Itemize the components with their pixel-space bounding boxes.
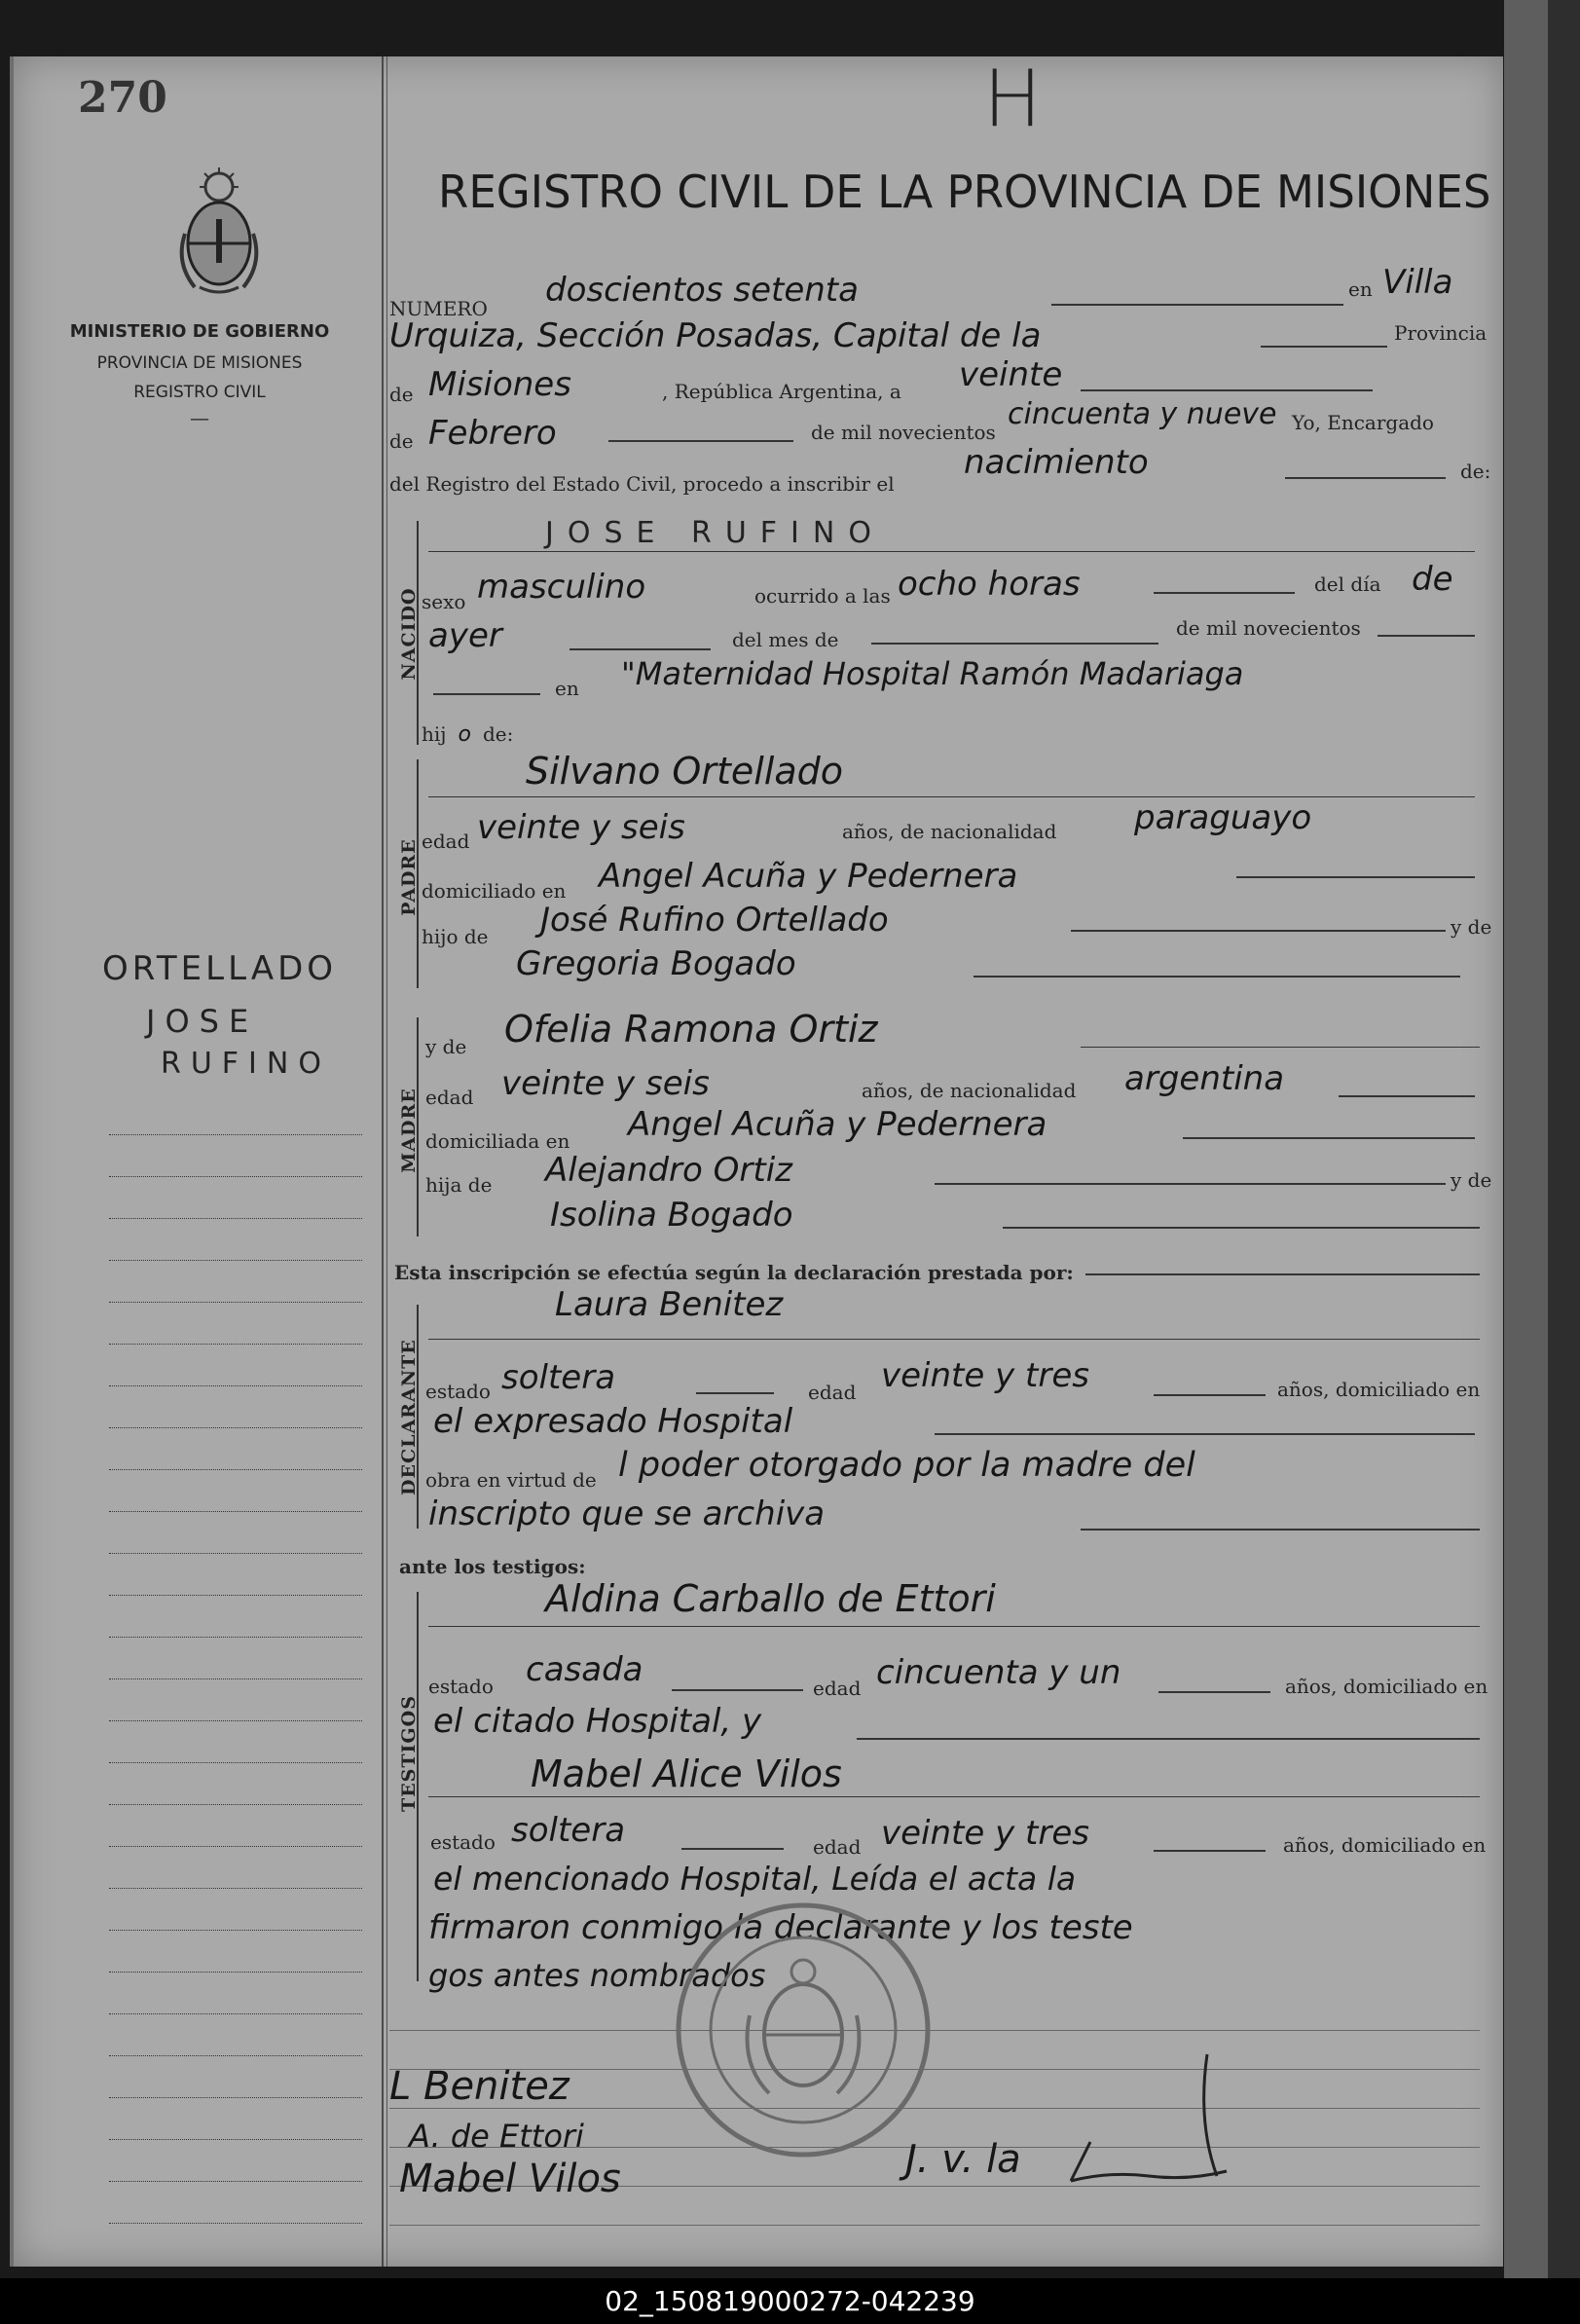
sexo-label: sexo: [422, 590, 466, 613]
coat-of-arms-icon: [175, 166, 263, 306]
fill-line: [1261, 346, 1387, 348]
year-label: de mil novecientos: [811, 421, 996, 444]
ocurrido-label: ocurrido a las: [754, 584, 891, 608]
testigo-1-name: Aldina Carballo de Ettori: [545, 1577, 996, 1620]
madre-edad-value: veinte y seis: [501, 1064, 710, 1103]
testigo-1-estado-value: casada: [526, 1650, 643, 1689]
del-dia-label: del día: [1314, 572, 1381, 596]
place-value-2: Urquiza, Sección Posadas, Capital de la: [389, 316, 1042, 355]
testigos-label: ante los testigos:: [399, 1555, 586, 1578]
fill-line: [428, 796, 1475, 797]
obra-value-1: l poder otorgado por la madre del: [618, 1446, 1195, 1485]
padre-edad-value: veinte y seis: [477, 808, 685, 847]
fill-line: [1183, 1137, 1475, 1139]
registro-label: del Registro del Estado Civil, procedo a inscribir el: [389, 472, 895, 496]
margin-rule-line: [109, 1762, 362, 1763]
declarante-section-label: DECLARANTE: [398, 1339, 420, 1495]
father-name: Silvano Ortellado: [526, 750, 844, 793]
signature-encargado: J. v. la: [905, 2137, 1021, 2182]
padre-section-label: PADRE: [398, 838, 420, 916]
fill-line: [696, 1392, 774, 1394]
document-id-footer: 02_150819000272-042239: [0, 2278, 1580, 2324]
fill-line: [672, 1689, 803, 1691]
fill-line: [608, 440, 793, 442]
madre-section-label: MADRE: [398, 1088, 420, 1173]
declaracion-label: Esta inscripción se efectúa según la declaración prestada por:: [394, 1261, 1074, 1284]
margin-rule-line: [109, 1385, 362, 1386]
page-title: REGISTRO CIVIL DE LA PROVINCIA DE MISIONES: [438, 166, 1491, 218]
fill-line: [1081, 1529, 1480, 1531]
fill-line: [570, 648, 711, 650]
fill-line: [1154, 592, 1295, 594]
margin-rule-line: [109, 1511, 362, 1512]
testigo-1-edad-value: cincuenta y un: [876, 1653, 1121, 1692]
declarante-domicilio-value: el expresado Hospital: [433, 1402, 793, 1441]
de-mil-label: de mil novecientos: [1176, 616, 1361, 640]
testigo-1-edad-label: edad: [813, 1677, 862, 1700]
fill-line: [1003, 1227, 1480, 1229]
office-dash: —: [190, 406, 209, 429]
testigo-1-anios-label: años, domiciliado en: [1285, 1675, 1488, 1698]
madre-father-value: Alejandro Ortiz: [545, 1151, 792, 1190]
signature-testigo-1: A. de Ettori: [409, 2118, 584, 2155]
fill-line: [1339, 1095, 1475, 1097]
fill-line: [935, 1183, 1446, 1185]
office-name: REGISTRO CIVIL: [133, 383, 266, 402]
fill-line: [428, 1626, 1480, 1627]
declarante-estado-label: estado: [425, 1380, 491, 1403]
padre-nacionalidad-value: paraguayo: [1134, 798, 1312, 837]
margin-rule-line: [109, 1260, 362, 1261]
madre-edad-label: edad: [425, 1086, 474, 1109]
margin-rule-line: [109, 1720, 362, 1721]
margin-rule-line: [109, 1972, 362, 1973]
madre-domicilio-label: domiciliada en: [425, 1129, 570, 1153]
margin-rule-line: [109, 2181, 362, 2182]
hijo-label: [422, 722, 513, 747]
madre-nacionalidad-value: argentina: [1124, 1059, 1285, 1098]
fill-line: [974, 976, 1460, 978]
fill-line: [1154, 1394, 1266, 1396]
fill-line: [1154, 1850, 1266, 1852]
testigo-2-estado-label: estado: [430, 1830, 496, 1854]
fill-line: [428, 1796, 1480, 1797]
testigos-section-label: TESTIGOS: [398, 1695, 420, 1812]
act-value: nacimiento: [964, 443, 1149, 482]
margin-rule-line: [109, 1678, 362, 1679]
signature-declarante: L Benitez: [389, 2064, 570, 2109]
obra-value-2: inscripto que se archiva: [428, 1494, 826, 1533]
madre-anios-label: años, de nacionalidad: [862, 1079, 1077, 1102]
fill-line: [1158, 1691, 1270, 1693]
republic-label: , República Argentina, a: [662, 380, 901, 403]
nacido-en-label: en: [555, 677, 579, 700]
madre-mother-value: Isolina Bogado: [550, 1196, 793, 1235]
margin-rule-line: [109, 1595, 362, 1596]
closing-line-2: gos antes nombrados: [428, 1957, 766, 1994]
hijo-de: de:: [482, 722, 514, 746]
official-seal-icon: [672, 1899, 935, 2165]
yo-label: Yo, Encargado: [1292, 411, 1434, 434]
fill-line: [871, 643, 1158, 645]
fill-line: [433, 693, 540, 695]
padre-domicilio-value: Angel Acuña y Pedernera: [599, 857, 1018, 896]
padre-y-de-label: y de: [1451, 915, 1492, 939]
margin-rule-line: [109, 1637, 362, 1638]
madre-domicilio-value: Angel Acuña y Pedernera: [628, 1105, 1047, 1144]
folio-number: 270: [78, 73, 167, 123]
de-colon-label: de:: [1460, 460, 1491, 483]
fill-line: [1378, 635, 1475, 637]
padre-edad-label: edad: [422, 830, 470, 853]
del-mes-label: del mes de: [732, 628, 839, 651]
signature-testigo-2: Mabel Vilos: [399, 2157, 621, 2201]
margin-rule-line: [109, 1302, 362, 1303]
ministry-name: MINISTERIO DE GOBIERNO: [69, 321, 330, 342]
closing-line-1: firmaron conmigo la declarante y los teste: [428, 1908, 1133, 1947]
margin-rule-line: [109, 1553, 362, 1554]
en-label: en: [1348, 277, 1373, 301]
testigo-1-domicilio-value: el citado Hospital, y: [433, 1702, 762, 1741]
padre-anios-label: años, de nacionalidad: [842, 820, 1057, 843]
padre-father-value: José Rufino Ortellado: [540, 901, 889, 940]
margin-rule-line: [109, 2055, 362, 2056]
margin-rule-line: [109, 1469, 362, 1470]
declarante-edad-label: edad: [808, 1381, 857, 1404]
fill-line: [857, 1738, 1480, 1740]
padre-hijo-de-label: hijo de: [422, 925, 489, 948]
madre-y-de-label-2: y de: [1451, 1168, 1492, 1192]
child-name: JOSE RUFINO: [545, 516, 885, 550]
fill-line: [1285, 477, 1446, 479]
fill-line: [1051, 304, 1343, 306]
testigo-2-edad-value: veinte y tres: [881, 1814, 1089, 1853]
place-value-1: Villa: [1382, 263, 1453, 302]
fill-line: [428, 551, 1475, 552]
testigo-1-estado-label: estado: [428, 1675, 494, 1698]
madre-hija-de-label: hija de: [425, 1173, 493, 1197]
testigo-2-edad-label: edad: [813, 1835, 862, 1859]
fill-line: [1085, 1273, 1480, 1275]
nacido-section-label: NACIDO: [398, 587, 420, 681]
declarante-estado-value: soltera: [501, 1358, 616, 1397]
hour-value: ocho horas: [898, 565, 1081, 604]
day-value: veinte: [959, 355, 1063, 394]
numero-value: doscientos setenta: [545, 271, 859, 310]
lower-rule-line: [389, 2030, 1480, 2031]
margin-rule-line: [109, 2139, 362, 2140]
province-value: Misiones: [428, 365, 571, 404]
fill-line: [428, 1339, 1480, 1340]
corner-mark: H: [983, 54, 1043, 144]
fill-line: [1071, 930, 1446, 932]
margin-rule-line: [109, 1846, 362, 1847]
fill-line: [1081, 389, 1373, 391]
margin-rule-line: [109, 2013, 362, 2014]
numero-label: NUMERO: [389, 297, 488, 320]
margin-given-1: JOSE: [146, 1003, 259, 1040]
testigo-2-name: Mabel Alice Vilos: [531, 1752, 842, 1795]
margin-rule-line: [109, 1134, 362, 1135]
margin-rule-line: [109, 2097, 362, 2098]
margin-rule-line: [109, 1888, 362, 1889]
margin-rule-line: [109, 1176, 362, 1177]
month-value: Febrero: [428, 414, 557, 453]
padre-mother-value: Gregoria Bogado: [516, 944, 796, 983]
provincia-label: Provincia: [1394, 321, 1488, 345]
de-label: de: [389, 383, 414, 406]
mother-name: Ofelia Ramona Ortiz: [504, 1008, 878, 1051]
day-value-1: de: [1412, 560, 1453, 599]
margin-given-2: RUFINO: [161, 1047, 331, 1081]
margin-rule-line: [109, 1930, 362, 1931]
book-binding: [1548, 0, 1580, 2278]
de-label-2: de: [389, 429, 414, 453]
lower-rule-line: [389, 2225, 1480, 2226]
sexo-value: masculino: [477, 568, 646, 607]
obra-label: obra en virtud de: [425, 1468, 597, 1492]
margin-rule-line: [109, 1804, 362, 1805]
margin-surname: ORTELLADO: [102, 949, 338, 988]
margin-rule-line: [109, 1218, 362, 1219]
year-value: cincuenta y nueve: [1008, 397, 1277, 431]
margin-rule-line: [109, 2223, 362, 2224]
declarante-name: Laura Benitez: [555, 1285, 784, 1324]
signature-flourish-icon: [1051, 2045, 1246, 2204]
margin-rule-line: [109, 1344, 362, 1345]
testigo-2-anios-label: años, domiciliado en: [1283, 1833, 1487, 1857]
testigo-2-domicilio-value: el mencionado Hospital, Leída el acta la: [433, 1860, 1077, 1898]
testigo-2-estado-value: soltera: [511, 1811, 626, 1850]
fill-line: [681, 1848, 784, 1850]
padre-domicilio-label: domiciliado en: [422, 879, 567, 903]
fill-line: [1236, 876, 1475, 878]
declarante-anios-label: años, domiciliado en: [1277, 1378, 1481, 1401]
margin-divider-inner: [386, 56, 387, 2267]
declarante-edad-value: veinte y tres: [881, 1356, 1089, 1395]
margin-rule-line: [109, 1427, 362, 1428]
day-value-2: ayer: [428, 616, 502, 655]
fill-line: [1081, 1047, 1480, 1048]
province-name: PROVINCIA DE MISIONES: [96, 353, 303, 373]
birth-place-value: "Maternidad Hospital Ramón Madariaga: [621, 655, 1244, 692]
margin-divider: [382, 56, 384, 2267]
madre-y-de-label: y de: [425, 1035, 467, 1058]
fill-line: [935, 1433, 1475, 1435]
hijo-prefix: hij: [422, 722, 447, 746]
hijo-suffix: o: [458, 722, 471, 747]
